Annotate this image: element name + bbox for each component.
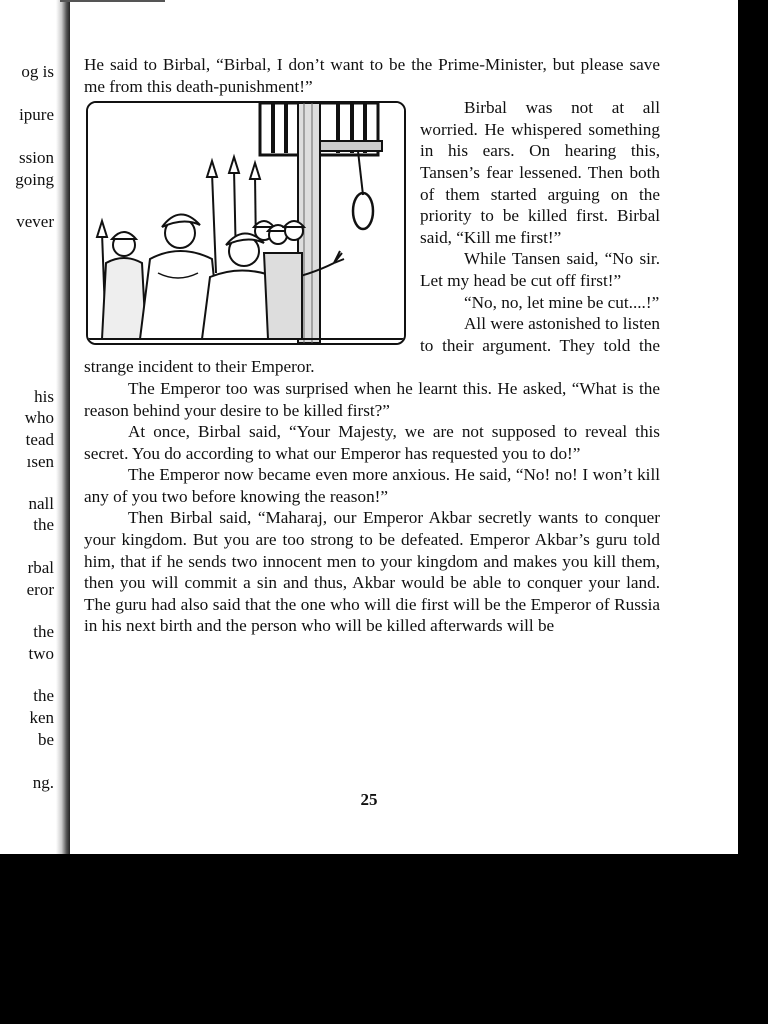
facing-page-edge bbox=[0, 0, 59, 854]
paragraph: The Emperor too was surprised when he learnt this. He asked, “What is the reason behind your desire to be killed first?” bbox=[84, 378, 660, 420]
margin-fragment: rbal bbox=[27, 558, 54, 577]
margin-fragment: going bbox=[15, 170, 54, 189]
paragraph: While Tansen said, “No sir. Let my head be cut off first!” bbox=[420, 249, 660, 290]
story-text bbox=[84, 54, 660, 637]
paragraph: At once, Birbal said, “Your Majesty, we are not supposed to reveal this secret. You do according to what our Emperor has requested you to do!” bbox=[84, 422, 660, 463]
margin-fragment: vever bbox=[16, 212, 54, 231]
paragraph: “No, no, let mine be cut....!” bbox=[464, 292, 660, 312]
margin-fragment: the bbox=[33, 686, 54, 705]
margin-fragment: ısen bbox=[26, 452, 54, 471]
margin-fragment: two bbox=[28, 644, 54, 663]
gallows-and-guards-illustration bbox=[86, 101, 406, 345]
paragraph: The Emperor now became even more anxious. He said, “No! no! I won’t kill any of you two before knowing the reason!” bbox=[84, 465, 660, 506]
paragraph: He said to Birbal, “Birbal, I don’t want to be the Prime-Minister, but please save me from this death-punishment!” bbox=[84, 55, 660, 96]
margin-fragment: be bbox=[37, 730, 54, 749]
margin-fragment: the bbox=[33, 515, 54, 534]
margin-fragment: og is bbox=[21, 62, 54, 81]
margin-fragment: eror bbox=[26, 580, 54, 599]
page-number: 25 bbox=[360, 790, 378, 809]
margin-fragment: the bbox=[33, 622, 54, 641]
top-rule bbox=[60, 0, 165, 2]
illustration-svg bbox=[88, 103, 404, 343]
margin-fragment: tead bbox=[25, 430, 54, 449]
margin-fragment: his bbox=[34, 387, 54, 406]
book-gutter-shadow bbox=[56, 0, 70, 854]
margin-fragment: ssion bbox=[19, 148, 54, 167]
margin-fragment: ng. bbox=[32, 773, 54, 792]
margin-fragment: ipure bbox=[19, 105, 54, 124]
margin-fragment: who bbox=[24, 408, 54, 427]
margin-fragment: ken bbox=[29, 708, 54, 727]
paragraph: Birbal was not at all worried. He whispered something in his ears. On hearing this, Tansen’s fear lessened. Then both of them started arguing on the priority to be killed first. Birbal said, “Kill me first!” bbox=[420, 98, 660, 247]
paragraph: All were astonished to listen to their argument. They told the strange incident to their Emperor. bbox=[84, 314, 660, 377]
margin-fragment: nall bbox=[28, 494, 54, 513]
paragraph: Then Birbal said, “Maharaj, our Emperor Akbar secretly wants to conquer your kingdom. But you are too strong to be defeated. Emperor Akbar’s guru told him, that if he sends two innocent men to your kingdom and makes you kill them, then you will commit a sin and thus, Akbar would be able to conquer your land. The guru had also said that the one who will die first will be the Emperor of Russia in his next birth and the person who will be killed afterwards will be bbox=[84, 508, 660, 636]
